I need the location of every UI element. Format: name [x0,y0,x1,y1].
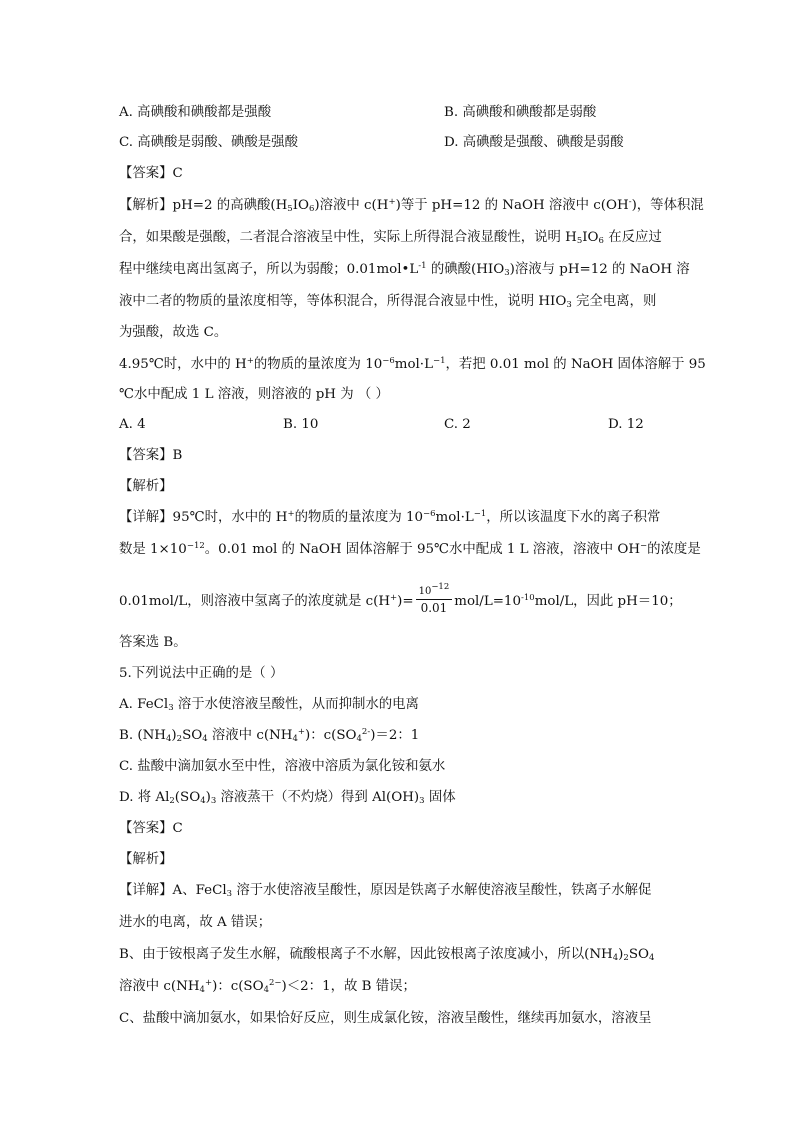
q4-option-b: B. 10 [283,417,319,432]
fraction-denominator: 0.01 [420,601,448,615]
q3-analysis-line-5: 为强酸，故选 C。 [119,325,228,340]
q5-detail-line-3: B、由于铵根离子发生水解，硫酸根离子不水解，因此铵根离子浓度减小，所以$(NH_4)_2SO_4$ [119,947,655,963]
q3-option-a: A. 高碘酸和碘酸都是强酸 [119,105,272,120]
q4-detail-line-1: 【详解】95℃时，水中的 H+的物质的量浓度为 $10^{-6}mol\cdot L^{-1}$，所以该温度下水的离子积常 [119,509,661,525]
q4-detail-line-3: 0.01mol/L，则溶液中氢离子的浓度就是 c(H+)= $\frac{10^{-12}}{0.01}$ mol/$L=10^{-10}mol/L$，因此 pH＝10； [119,582,682,615]
q3-analysis-line-2: 合，如果酸是强酸，二者混合溶液呈中性，实际上所得混合液显酸性，说明 $H_5IO_6$ 在反应过 [119,230,662,246]
fraction-numerator: $10^{-12}$ [418,582,450,597]
q5-option-b: B. $(NH_4)_2SO_4$ 溶液中 $c(NH_4^+)$：$c(SO_4^{2-})=2$：1 [119,727,420,744]
q4-analysis-title: 【解析】 [119,479,173,494]
q4-stem-line-2: ℃水中配成 1 L 溶液，则溶液的 pH 为 （ ） [119,387,389,402]
q5-detail-line-2: 进水的电离，故 A 错误； [119,915,272,930]
q4-stem-line-1: 4.95℃时，水中的 H+的物质的量浓度为 $10^{-6}mol\cdot L^{-1}$，若把 0.01 mol 的 NaOH 固体溶解于 95 [119,356,706,372]
q5-option-c: C. 盐酸中滴加氨水至中性，溶液中溶质为氯化铵和氨水 [119,759,446,774]
q5-detail-line-5: C、盐酸中滴加氨水，如果恰好反应，则生成氯化铵，溶液呈酸性，继续再加氨水，溶液呈 [119,1011,652,1026]
q3-option-d: D. 高碘酸是强酸、碘酸是弱酸 [444,135,624,150]
fraction [416,582,453,616]
q3-analysis-line-1: 【解析】pH=2 的高碘酸$(H_5IO_6)$溶液中 c(H+)等于 pH=12 的 NaOH 溶液中 c(OH-)，等体积混 [119,197,704,214]
q5-answer: 【答案】C [119,821,183,836]
q4-detail-line-2: 数是 $1\times 10^{-12}$。0.01 mol 的 NaOH 固体溶解于 95℃水中配成 1 L 溶液，溶液中 OH−的浓度是 [119,541,701,557]
q5-stem: 5.下列说法中正确的是（ ） [119,666,284,681]
q5-detail-line-1: 【详解】A、FeCl$_3$ 溶于水使溶液呈酸性，原因是铁离子水解使溶液呈酸性，铁离子水解促 [119,883,652,899]
q5-analysis-title: 【解析】 [119,852,173,867]
q4-detail-line-4: 答案选 B。 [119,635,187,650]
q5-detail-line-4: 溶液中 $c(NH_4^+)$：$c(SO_4^{2-})<2$：1，故 B 错误； [119,978,416,995]
q4-option-a: A. 4 [119,417,146,432]
q3-analysis-line-4: 液中二者的物质的量浓度相等，等体积混合，所得混合液显中性，说明 $HIO_3$ 完全电离，则 [119,294,657,310]
q3-option-b: B. 高碘酸和碘酸都是弱酸 [444,105,597,120]
q4-answer: 【答案】B [119,448,183,463]
q3-option-c: C. 高碘酸是弱酸、碘酸是强酸 [119,135,298,150]
q4-option-c: C. 2 [444,417,471,432]
q3-analysis-line-3: 程中继续电离出氢离子，所以为弱酸；$0.01mol•L^{-1}$ 的碘酸$(HIO_3)$溶液与 pH=12 的 NaOH 溶 [119,261,690,278]
q5-option-d: D. 将 $Al_2(SO_4)_3$ 溶液蒸干（不灼烧）得到 $Al(OH)_3$ 固体 [119,790,456,806]
q5-option-a: A. FeCl$_3$ 溶于水使溶液呈酸性，从而抑制水的电离 [119,697,419,713]
q4-option-d: D. 12 [608,417,644,432]
q3-answer: 【答案】C [119,166,183,181]
